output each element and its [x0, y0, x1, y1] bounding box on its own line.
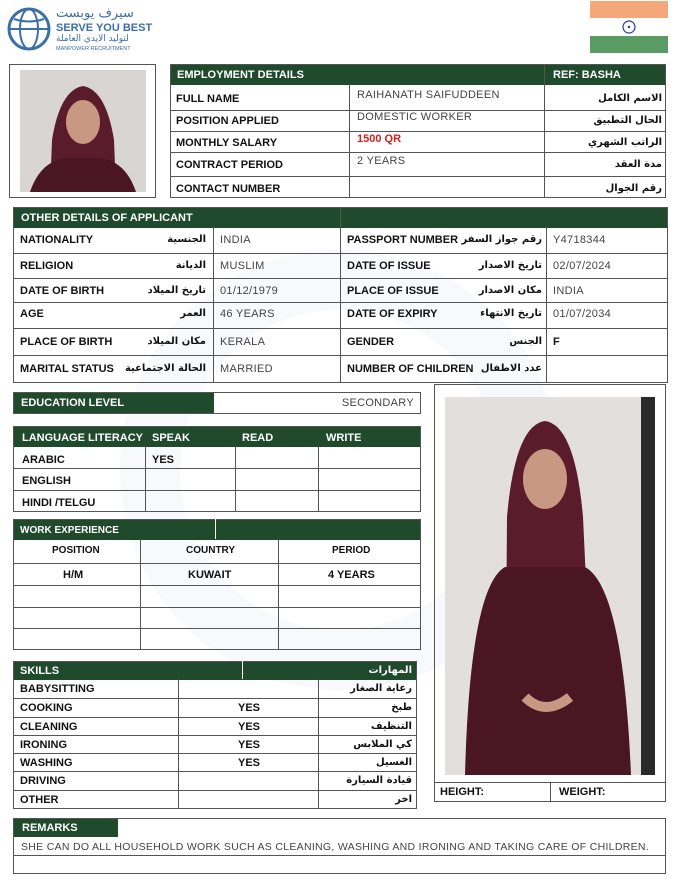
weight-label: WEIGHT:: [559, 786, 606, 798]
skill-driving-label: DRIVING: [20, 775, 66, 787]
passport-number-arabic: رقم جواز السفر: [461, 234, 542, 245]
position-applied-arabic: الحال التطبيق: [593, 115, 662, 126]
full-photo-frame: [434, 384, 666, 802]
other-details-title: OTHER DETAILS OF APPLICANT: [21, 212, 193, 224]
gender-label: GENDER: [347, 336, 395, 348]
skill-ironing-arabic: كي الملابس: [353, 739, 412, 750]
age-label: AGE: [20, 308, 44, 320]
number-of-children-label: NUMBER OF CHILDREN: [347, 363, 474, 375]
nationality-arabic: الجنسية: [167, 234, 206, 245]
skill-washing-value: YES: [238, 757, 261, 769]
ref-number: REF: BASHA: [553, 69, 621, 81]
age-arabic: العمر: [180, 308, 206, 319]
skill-washing-label: WASHING: [20, 757, 73, 769]
education-level-value: SECONDARY: [341, 397, 414, 409]
marital-status-arabic: الحالة الاجتماعية: [124, 363, 206, 374]
monthly-salary-arabic: الراتب الشهري: [588, 137, 662, 148]
skill-cooking-arabic: طبخ: [391, 702, 412, 713]
skill-cleaning-value: YES: [238, 721, 261, 733]
skill-babysitting-label: BABYSITTING: [20, 683, 95, 695]
passport-number-label: PASSPORT NUMBER: [347, 234, 459, 246]
place-of-issue-label: PLACE OF ISSUE: [347, 285, 439, 297]
gender-arabic: الجنس: [509, 336, 542, 347]
date-of-birth-value: 01/12/1979: [220, 285, 279, 297]
date-of-expiry-arabic: تاريخ الانتهاء: [480, 308, 542, 319]
read-header: READ: [242, 432, 274, 444]
employment-title: EMPLOYMENT DETAILS: [177, 69, 304, 81]
work-row-period: 4 YEARS: [328, 569, 375, 581]
education-level-label: EDUCATION LEVEL: [21, 397, 125, 409]
employment-header: [171, 65, 665, 85]
contact-number-label: CONTACT NUMBER: [176, 183, 281, 195]
date-of-expiry-value: 01/07/2034: [553, 308, 612, 320]
passport-number-value: Y4718344: [553, 234, 606, 246]
chakra-icon: [622, 20, 636, 34]
india-flag: [590, 1, 668, 53]
place-of-birth-label: PLACE OF BIRTH: [20, 336, 113, 348]
place-of-birth-value: KERALA: [220, 336, 266, 348]
skills-header: [14, 662, 416, 680]
company-logo: [6, 4, 156, 54]
contract-period-value: 2 YEARS: [357, 155, 406, 167]
work-period-header: PERIOD: [332, 545, 371, 556]
skill-other-label: OTHER: [20, 794, 59, 806]
marital-status-label: MARITAL STATUS: [20, 363, 114, 375]
skills-title: SKILLS: [20, 665, 60, 677]
position-applied-label: POSITION APPLIED: [176, 115, 279, 127]
skill-cleaning-arabic: التنظيف: [370, 721, 412, 732]
skill-cleaning-label: CLEANING: [20, 721, 78, 733]
language-hindi-telgu: HINDI /TELGU: [22, 497, 96, 509]
write-header: WRITE: [326, 432, 362, 444]
nationality-label: NATIONALITY: [20, 234, 94, 246]
nationality-value: INDIA: [220, 234, 251, 246]
work-row-country: KUWAIT: [188, 569, 232, 581]
logo-english: SERVE YOU BEST: [56, 22, 153, 34]
date-of-birth-label: DATE OF BIRTH: [20, 285, 105, 297]
remarks-box: [13, 818, 666, 874]
profile-photo-frame: [9, 64, 156, 198]
position-applied-value: DOMESTIC WORKER: [357, 111, 473, 123]
full-name-value: RAIHANATH SAIFUDDEEN: [357, 89, 500, 101]
age-value: 46 YEARS: [220, 308, 275, 320]
language-header: [14, 427, 420, 447]
religion-value: MUSLIM: [220, 260, 265, 272]
date-of-birth-arabic: تاريخ الميلاد: [147, 285, 206, 296]
number-of-children-arabic: عدد الاطفال: [480, 363, 542, 374]
place-of-issue-value: INDIA: [553, 285, 584, 297]
speak-header: SPEAK: [152, 432, 190, 444]
globe-logo-icon: [6, 6, 52, 52]
date-of-issue-value: 02/07/2024: [553, 260, 612, 272]
remarks-header: [14, 819, 118, 837]
work-experience-header: [14, 520, 420, 540]
date-of-issue-arabic: تاريخ الاصدار: [478, 260, 542, 271]
date-of-expiry-label: DATE OF EXPIRY: [347, 308, 438, 320]
place-of-birth-arabic: مكان الميلاد: [147, 336, 206, 347]
religion-label: RELIGION: [20, 260, 74, 272]
skill-ironing-label: IRONING: [20, 739, 68, 751]
religion-arabic: الديانة: [175, 260, 206, 271]
height-label: HEIGHT:: [440, 786, 484, 798]
logo-sub-arabic: لتوليد الايدي العاملة: [56, 34, 129, 44]
remarks-title: REMARKS: [22, 822, 78, 834]
work-experience-title: WORK EXPERIENCE: [20, 525, 119, 536]
skill-washing-arabic: الغسيل: [375, 757, 412, 768]
arabic-speak: YES: [152, 454, 175, 466]
language-arabic: ARABIC: [22, 454, 65, 466]
full-name-arabic: الاسم الكامل: [598, 93, 662, 104]
language-literacy-header: LANGUAGE LITERACY: [22, 432, 143, 444]
work-country-header: COUNTRY: [186, 545, 236, 556]
marital-status-value: MARRIED: [220, 363, 273, 375]
profile-photo: [20, 70, 146, 192]
full-name-label: FULL NAME: [176, 93, 240, 105]
monthly-salary-value: 1500 QR: [357, 133, 402, 145]
date-of-issue-label: DATE OF ISSUE: [347, 260, 431, 272]
skills-title-arabic: المهارات: [368, 665, 412, 676]
work-row-position: H/M: [63, 569, 84, 581]
logo-arabic: سيرف يوبست: [56, 6, 134, 21]
contract-period-label: CONTRACT PERIOD: [176, 159, 283, 171]
logo-sub-english: MANPOWER RECRUITMENT: [56, 46, 131, 52]
full-body-photo: [445, 397, 655, 775]
education-level-row: [13, 392, 421, 414]
gender-value: F: [553, 336, 560, 348]
language-english: ENGLISH: [22, 475, 71, 487]
skill-other-arabic: اخر: [395, 794, 412, 805]
skill-driving-arabic: قيادة السيارة: [346, 775, 412, 786]
monthly-salary-label: MONTHLY SALARY: [176, 137, 278, 149]
skill-cooking-value: YES: [238, 702, 261, 714]
work-position-header: POSITION: [52, 545, 100, 556]
skill-babysitting-arabic: رعاية الصغار: [350, 683, 412, 694]
skill-cooking-label: COOKING: [20, 702, 73, 714]
contract-period-arabic: مدة العقد: [614, 159, 662, 170]
remarks-text: SHE CAN DO ALL HOUSEHOLD WORK SUCH AS CLEANING, WASHING AND IRONING AND TAKING CARE OF CHILDREN.: [21, 841, 649, 853]
place-of-issue-arabic: مكان الاصدار: [478, 285, 542, 296]
contact-number-arabic: رقم الجوال: [605, 183, 662, 194]
skill-ironing-value: YES: [238, 739, 261, 751]
